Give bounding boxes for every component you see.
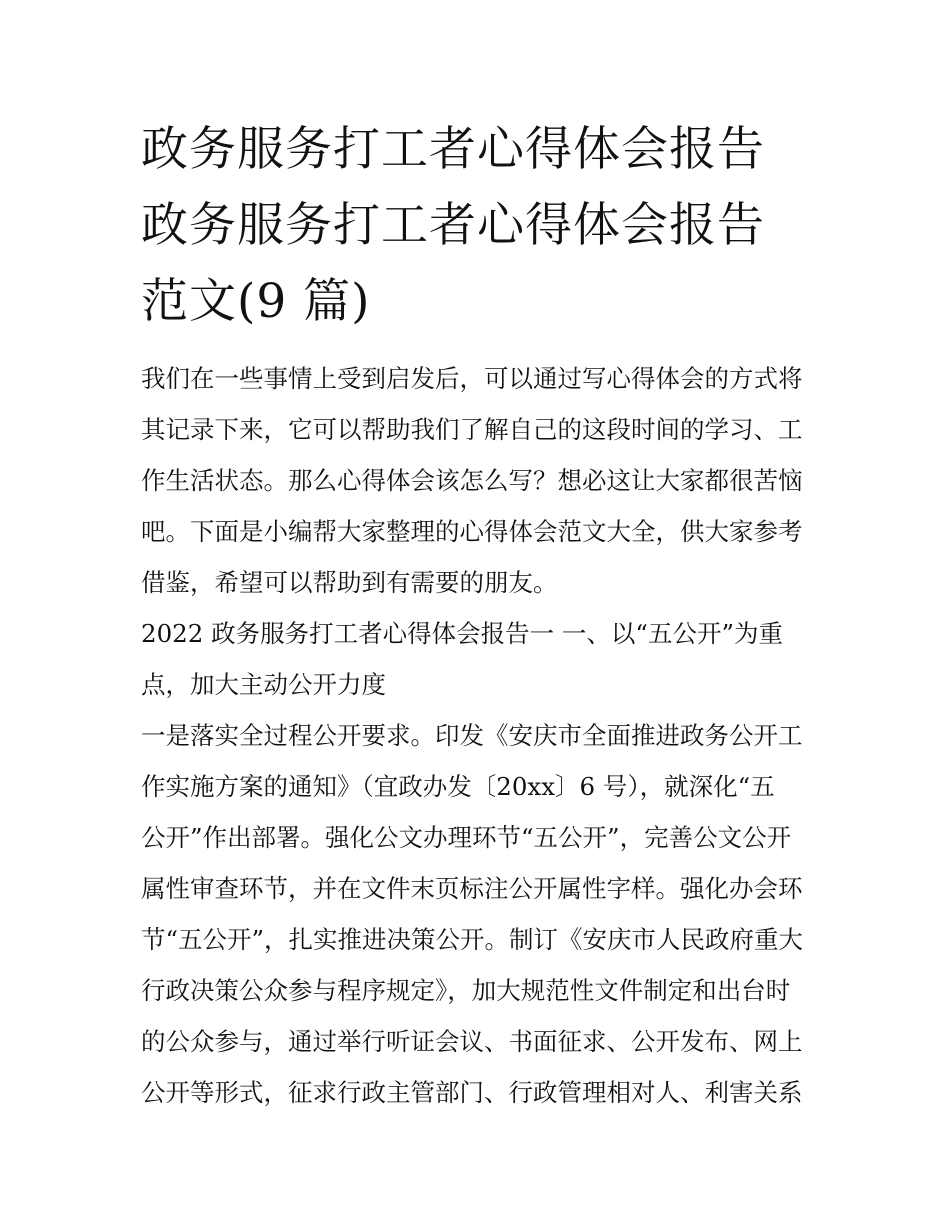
text-line: 行政决策公众参与程序规定》，加大规范性文件制定和出台时	[141, 976, 791, 1005]
text-line: 其记录下来，它可以帮助我们了解自己的这段时间的学习、工	[141, 415, 803, 444]
text-line: 公开”作出部署。强化公文办理环节“五公开”，完善公文公开	[141, 823, 792, 852]
text-line: 我们在一些事情上受到启发后，可以通过写心得体会的方式将	[141, 364, 803, 393]
section-heading	[141, 608, 821, 710]
intro-paragraph	[141, 353, 821, 608]
text-line: 点，加大主动公开力度	[141, 670, 386, 699]
document-content	[141, 112, 821, 1118]
text-line: 借鉴，希望可以帮助到有需要的朋友。	[141, 568, 558, 597]
text-line: 公开等形式，征求行政主管部门、行政管理相对人、利害关系	[141, 1078, 803, 1107]
text-line: 吧。下面是小编帮大家整理的心得体会范文大全，供大家参考	[141, 517, 803, 546]
text-line: 一是落实全过程公开要求。印发《安庆市全面推进政务公开工	[141, 721, 803, 750]
title-line: 政务服务打工者心得体会报告	[141, 198, 765, 253]
text-line: 作实施方案的通知》（宜政办发〔20xx〕6 号），就深化“五	[141, 772, 775, 801]
title-line: 政务服务打工者心得体会报告	[141, 122, 765, 177]
title-line: 范文(9 篇)	[141, 274, 371, 329]
text-line: 作生活状态。那么心得体会该怎么写？想必这让大家都很苦恼	[141, 466, 803, 495]
text-line: 2022 政务服务打工者心得体会报告一 一、以“五公开”为重	[141, 619, 783, 648]
text-line: 节“五公开”，扎实推进决策公开。制订《安庆市人民政府重大	[141, 925, 804, 954]
text-line: 属性审查环节，并在文件末页标注公开属性字样。强化办会环	[141, 874, 803, 903]
text-line: 的公众参与，通过举行听证会议、书面征求、公开发布、网上	[141, 1027, 803, 1056]
document-title	[141, 112, 821, 340]
body-paragraph	[141, 710, 821, 1118]
